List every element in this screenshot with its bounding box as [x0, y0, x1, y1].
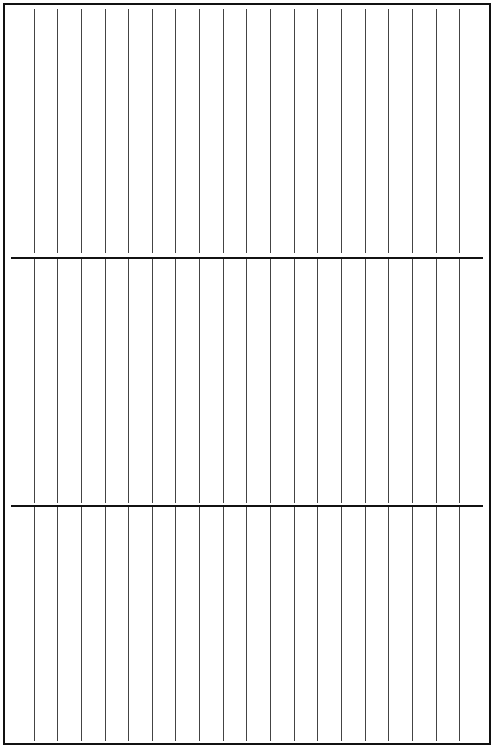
text-column [412, 507, 436, 741]
text-column [388, 507, 412, 741]
text-column [412, 9, 436, 253]
text-column [128, 259, 152, 503]
text-column [341, 9, 365, 253]
text-column [175, 507, 199, 741]
text-column [199, 507, 223, 741]
text-column [365, 507, 389, 741]
text-column [57, 259, 81, 503]
text-column [57, 9, 81, 253]
text-column [11, 259, 34, 503]
text-column [175, 259, 199, 503]
text-column [152, 507, 176, 741]
text-column [388, 259, 412, 503]
text-column [459, 507, 483, 741]
text-column [223, 259, 247, 503]
text-column [152, 259, 176, 503]
text-column [270, 9, 294, 253]
text-column [317, 507, 341, 741]
text-column [199, 259, 223, 503]
text-column [128, 9, 152, 253]
text-column [341, 259, 365, 503]
text-column [294, 507, 318, 741]
text-column [436, 259, 460, 503]
text-column [270, 507, 294, 741]
text-column [34, 507, 58, 741]
text-column [223, 9, 247, 253]
text-column [81, 507, 105, 741]
text-column [199, 9, 223, 253]
text-column [152, 9, 176, 253]
text-column [81, 259, 105, 503]
text-column [246, 259, 270, 503]
text-column [11, 9, 34, 253]
text-column [341, 507, 365, 741]
text-column [412, 259, 436, 503]
text-column [105, 259, 129, 503]
text-column [34, 259, 58, 503]
text-column [436, 507, 460, 741]
text-column [223, 507, 247, 741]
text-column [436, 9, 460, 253]
scripture-page [3, 3, 491, 745]
text-column [175, 9, 199, 253]
text-column [459, 9, 483, 253]
text-column [246, 507, 270, 741]
text-column [105, 507, 129, 741]
text-column [365, 9, 389, 253]
text-column [388, 9, 412, 253]
text-column [128, 507, 152, 741]
text-column [294, 9, 318, 253]
text-band-middle [11, 257, 483, 503]
text-column [246, 9, 270, 253]
text-column [365, 259, 389, 503]
text-column [57, 507, 81, 741]
text-band-bottom [11, 505, 483, 741]
text-column [11, 507, 34, 741]
text-column [317, 9, 341, 253]
text-column [270, 259, 294, 503]
text-column [81, 9, 105, 253]
text-column [317, 259, 341, 503]
text-column [294, 259, 318, 503]
text-column [105, 9, 129, 253]
text-band-top [11, 9, 483, 253]
text-column [459, 259, 483, 503]
text-column [34, 9, 58, 253]
